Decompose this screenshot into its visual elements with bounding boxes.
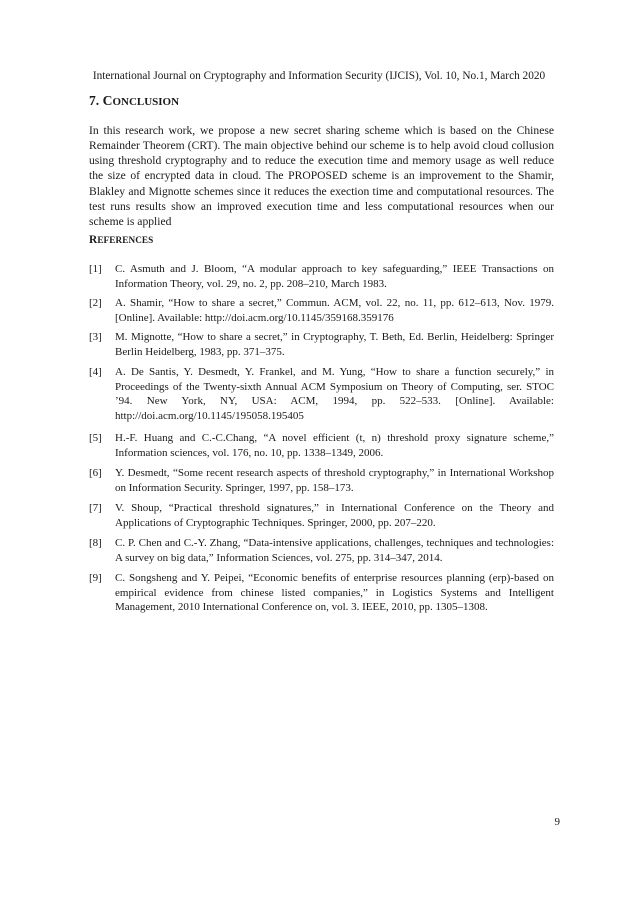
section-heading-conclusion — [89, 93, 179, 109]
reference-number: [9] — [89, 572, 102, 584]
reference-number: [4] — [89, 366, 102, 378]
reference-number: [5] — [89, 432, 102, 444]
section-title-rest: ONCLUSION — [112, 96, 180, 108]
reference-text: A. De Santis, Y. Desmedt, Y. Frankel, and M. Yung, “How to share a function securely,” in Proceedings of the Twenty-sixth Annual ACM Symposium on Theory of Computing, ser. STOC ’94. New York, NY, USA: ACM, 1994, pp. 522–533. [Online]. Available: http://doi.acm.org/10.1145/195058.195405 — [115, 366, 554, 422]
reference-number: [8] — [89, 537, 102, 549]
references-heading-initial: R — [89, 234, 98, 246]
reference-text: A. Shamir, “How to share a secret,” Commun. ACM, vol. 22, no. 11, pp. 612–613, Nov. 1979. [Online]. Available: http://doi.acm.org/10.1145/359168.359176 — [115, 297, 554, 324]
reference-item — [89, 431, 554, 460]
reference-item — [89, 262, 554, 291]
reference-text: Y. Desmedt, “Some recent research aspects of threshold cryptography,” in International Workshop on Information Security. Springer, 1997, pp. 158–173. — [115, 467, 554, 494]
page-number: 9 — [554, 816, 560, 828]
reference-text: C. Songsheng and Y. Peipei, “Economic benefits of enterprise resources planning (erp)-based on empirical evidence from chinese listed companies,” in Logistics Systems and Intelligent Management, 2010 International Conference on, vol. 3. IEEE, 2010, pp. 1305–1308. — [115, 572, 554, 614]
reference-number: [1] — [89, 263, 102, 275]
section-title-initial: C — [102, 93, 113, 108]
reference-item — [89, 571, 554, 615]
reference-number: [2] — [89, 297, 102, 309]
reference-item — [89, 466, 554, 495]
reference-number: [3] — [89, 331, 102, 343]
reference-text: V. Shoup, “Practical threshold signatures,” in International Conference on the Theory and Applications of Cryptographic Techniques. Springer, 2000, pp. 207–220. — [115, 502, 554, 529]
reference-number: [7] — [89, 502, 102, 514]
section-number: 7. — [89, 93, 100, 108]
reference-text: C. Asmuth and J. Bloom, “A modular approach to key safeguarding,” IEEE Transactions on Information Theory, vol. 29, no. 2, pp. 208–210, March 1983. — [115, 263, 554, 290]
reference-text: C. P. Chen and C.-Y. Zhang, “Data-intensive applications, challenges, techniques and technologies: A survey on big data,” Information Sciences, vol. 275, pp. 314–347, 2014. — [115, 537, 554, 564]
reference-item — [89, 501, 554, 530]
reference-item — [89, 536, 554, 565]
reference-item — [89, 365, 554, 423]
running-header: International Journal on Cryptography and Information Security (IJCIS), Vol. 10, No.1, March 2020 — [92, 70, 546, 82]
references-heading — [89, 234, 153, 246]
references-heading-rest: EFERENCES — [97, 235, 154, 245]
conclusion-paragraph: In this research work, we propose a new secret sharing scheme which is based on the Chinese Remainder Theorem (CRT). The main objective behind our scheme is to help avoid cloud collusion using threshold cryptography and to reduce the execution time and memory usage as well reduce the size of encrypted data in cloud. The PROPOSED scheme is an improvement to the Shamir, Blakley and Mignotte schemes since it reduces the exection time and computational resources. The test runs results show an improved execution time and less computational resources when our scheme is applied — [89, 124, 554, 228]
reference-item — [89, 296, 554, 325]
reference-text: H.-F. Huang and C.-C.Chang, “A novel efficient (t, n) threshold proxy signature scheme,” Information sciences, vol. 176, no. 10, pp. 1338–1349, 2006. — [115, 432, 554, 459]
reference-number: [6] — [89, 467, 102, 479]
reference-item — [89, 330, 554, 359]
reference-text: M. Mignotte, “How to share a secret,” in Cryptography, T. Beth, Ed. Berlin, Heidelberg: Springer Berlin Heidelberg, 1983, pp. 371–375. — [115, 331, 554, 358]
